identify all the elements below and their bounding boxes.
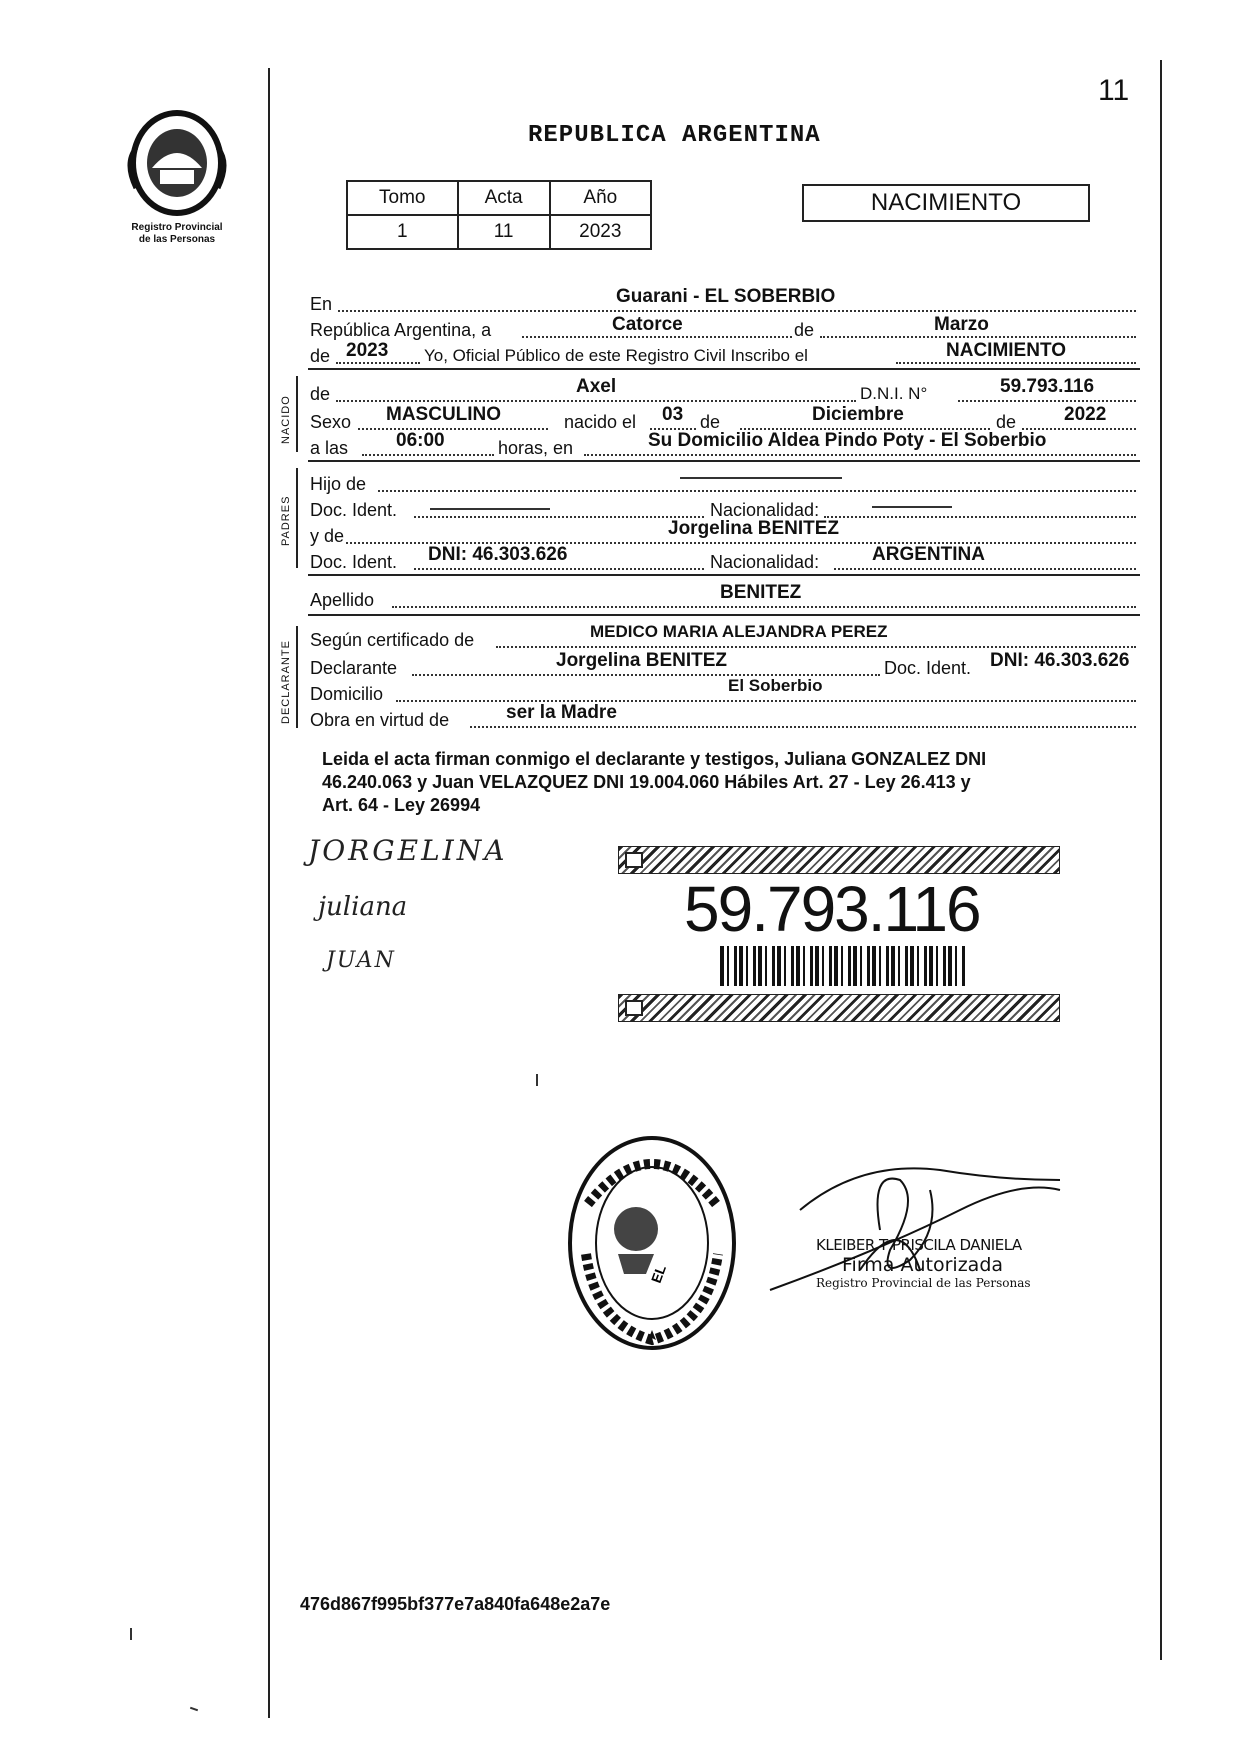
father-doc-blank-mark [430, 508, 550, 510]
tick-mark [536, 1074, 538, 1086]
place: Guarani - EL SOBERBIO [616, 286, 836, 307]
closing-text: Leida el acta firman conmigo el declarante y testigos, Juliana GONZALEZ DNI 46.240.063 y Juan VELAZQUEZ DNI 19.004.060 Hábiles Art. 27 - Ley 26.413 y Art. 64 - Ley 26994 [322, 749, 987, 815]
sexo-label: Sexo [310, 412, 352, 432]
apellido-label: Apellido [310, 590, 375, 610]
country-title: REPUBLICA ARGENTINA [528, 122, 821, 149]
republica-label: República Argentina, a [310, 320, 492, 340]
dom-label: Domicilio [310, 684, 384, 704]
a-las-label: a las [310, 438, 349, 458]
page-number: 11 [1098, 74, 1130, 107]
yde-label: y de [310, 526, 345, 546]
anio-header: Año [550, 181, 651, 215]
month: Marzo [934, 314, 989, 335]
act-type-box [802, 184, 1090, 222]
tomo-header: Tomo [347, 181, 458, 215]
right-margin-line [1160, 60, 1162, 1660]
father-nat-blank-mark [872, 506, 952, 508]
logo-caption: Registro Provincial de las Personas [131, 222, 223, 245]
official-name: KLEIBER T PRISCILA DANIELA [816, 1236, 1022, 1254]
nacionalidad-label-father: Nacionalidad: [710, 500, 820, 520]
document-hash: 476d867f995bf377e7a840fa648e2a7e [300, 1594, 611, 1614]
official-stamp [816, 1236, 1031, 1290]
birth-time: 06:00 [396, 430, 445, 451]
security-band-top [618, 846, 1060, 874]
de-label-nacido: de [310, 384, 331, 404]
mother-nationality: ARGENTINA [872, 544, 985, 565]
signature-jorgelina: JORGELINA [308, 834, 508, 867]
tomo-value: 1 [347, 215, 458, 249]
de-label-2: de [700, 412, 721, 432]
mother-name: Jorgelina BENITEZ [668, 518, 840, 539]
year: 2023 [346, 340, 389, 361]
nacido-el-label: nacido el [564, 412, 637, 432]
act-type: NACIMIENTO [870, 189, 1022, 216]
hijo-label: Hijo de [310, 474, 367, 494]
signature-juliana: juliana [318, 892, 408, 922]
birth-month: Diciembre [812, 404, 904, 425]
decl-doc-label: Doc. Ident. [884, 658, 972, 678]
anio-value: 2023 [550, 215, 651, 249]
registry-logo [122, 108, 232, 218]
day-words: Catorce [612, 314, 683, 335]
doc-label-mother: Doc. Ident. [310, 552, 398, 572]
decl-doc: DNI: 46.303.626 [990, 650, 1130, 671]
padres-label: PADRES [280, 495, 292, 546]
de2-label: de [310, 346, 331, 366]
decl-label: Declarante [310, 658, 398, 678]
decl-value: Jorgelina BENITEZ [556, 650, 728, 671]
birth-year: 2022 [1064, 404, 1107, 425]
acta-value: 11 [458, 215, 550, 249]
declarante-label: DECLARANTE [280, 640, 292, 724]
sex: MASCULINO [386, 404, 502, 425]
mother-doc: DNI: 46.303.626 [428, 544, 568, 565]
official-text: Yo, Oficial Público de este Registro Civil Inscribo el [424, 346, 808, 365]
dom-value: El Soberbio [728, 676, 823, 695]
delegation-seal-icon [566, 1134, 738, 1352]
inscribed: NACIMIENTO [946, 340, 1066, 361]
province-seal-icon [122, 108, 232, 218]
tomo-acta-table [346, 180, 652, 250]
child-dni: 59.793.116 [1000, 376, 1095, 397]
cert-label: Según certificado de [310, 630, 475, 650]
dni-stamp-number: 59.793.116 [684, 873, 980, 945]
birth-place: Su Domicilio Aldea Pindo Poty - El Soberbio [648, 430, 1047, 451]
de-label-3: de [996, 412, 1017, 432]
barcode [720, 946, 966, 986]
official-office: Registro Provincial de las Personas [816, 1276, 1031, 1290]
horas-label: horas, en [498, 438, 574, 458]
official-seal [566, 1134, 738, 1352]
doc-label-father: Doc. Ident. [310, 500, 398, 520]
father-blank-mark [680, 477, 842, 479]
dni-label: D.N.I. N° [860, 384, 928, 403]
obra-label: Obra en virtud de [310, 710, 450, 730]
acta-header: Acta [458, 181, 550, 215]
obra-value: ser la Madre [506, 702, 617, 723]
de-label: de [794, 320, 815, 340]
birth-day: 03 [662, 404, 684, 425]
svg-text:EL: EL [647, 1262, 669, 1286]
nacionalidad-label-mother: Nacionalidad: [710, 552, 820, 572]
signature-juan: JUAN [326, 948, 396, 973]
child-name: Axel [576, 376, 617, 397]
left-margin-line [268, 68, 270, 1718]
official-title: Firma Autorizada [842, 1254, 1004, 1276]
apellido-value: BENITEZ [720, 582, 802, 603]
cert-value: MEDICO MARIA ALEJANDRA PEREZ [590, 622, 888, 641]
nacido-label: NACIDO [280, 395, 292, 444]
security-band-bottom [618, 994, 1060, 1022]
en-label: En [310, 294, 333, 314]
